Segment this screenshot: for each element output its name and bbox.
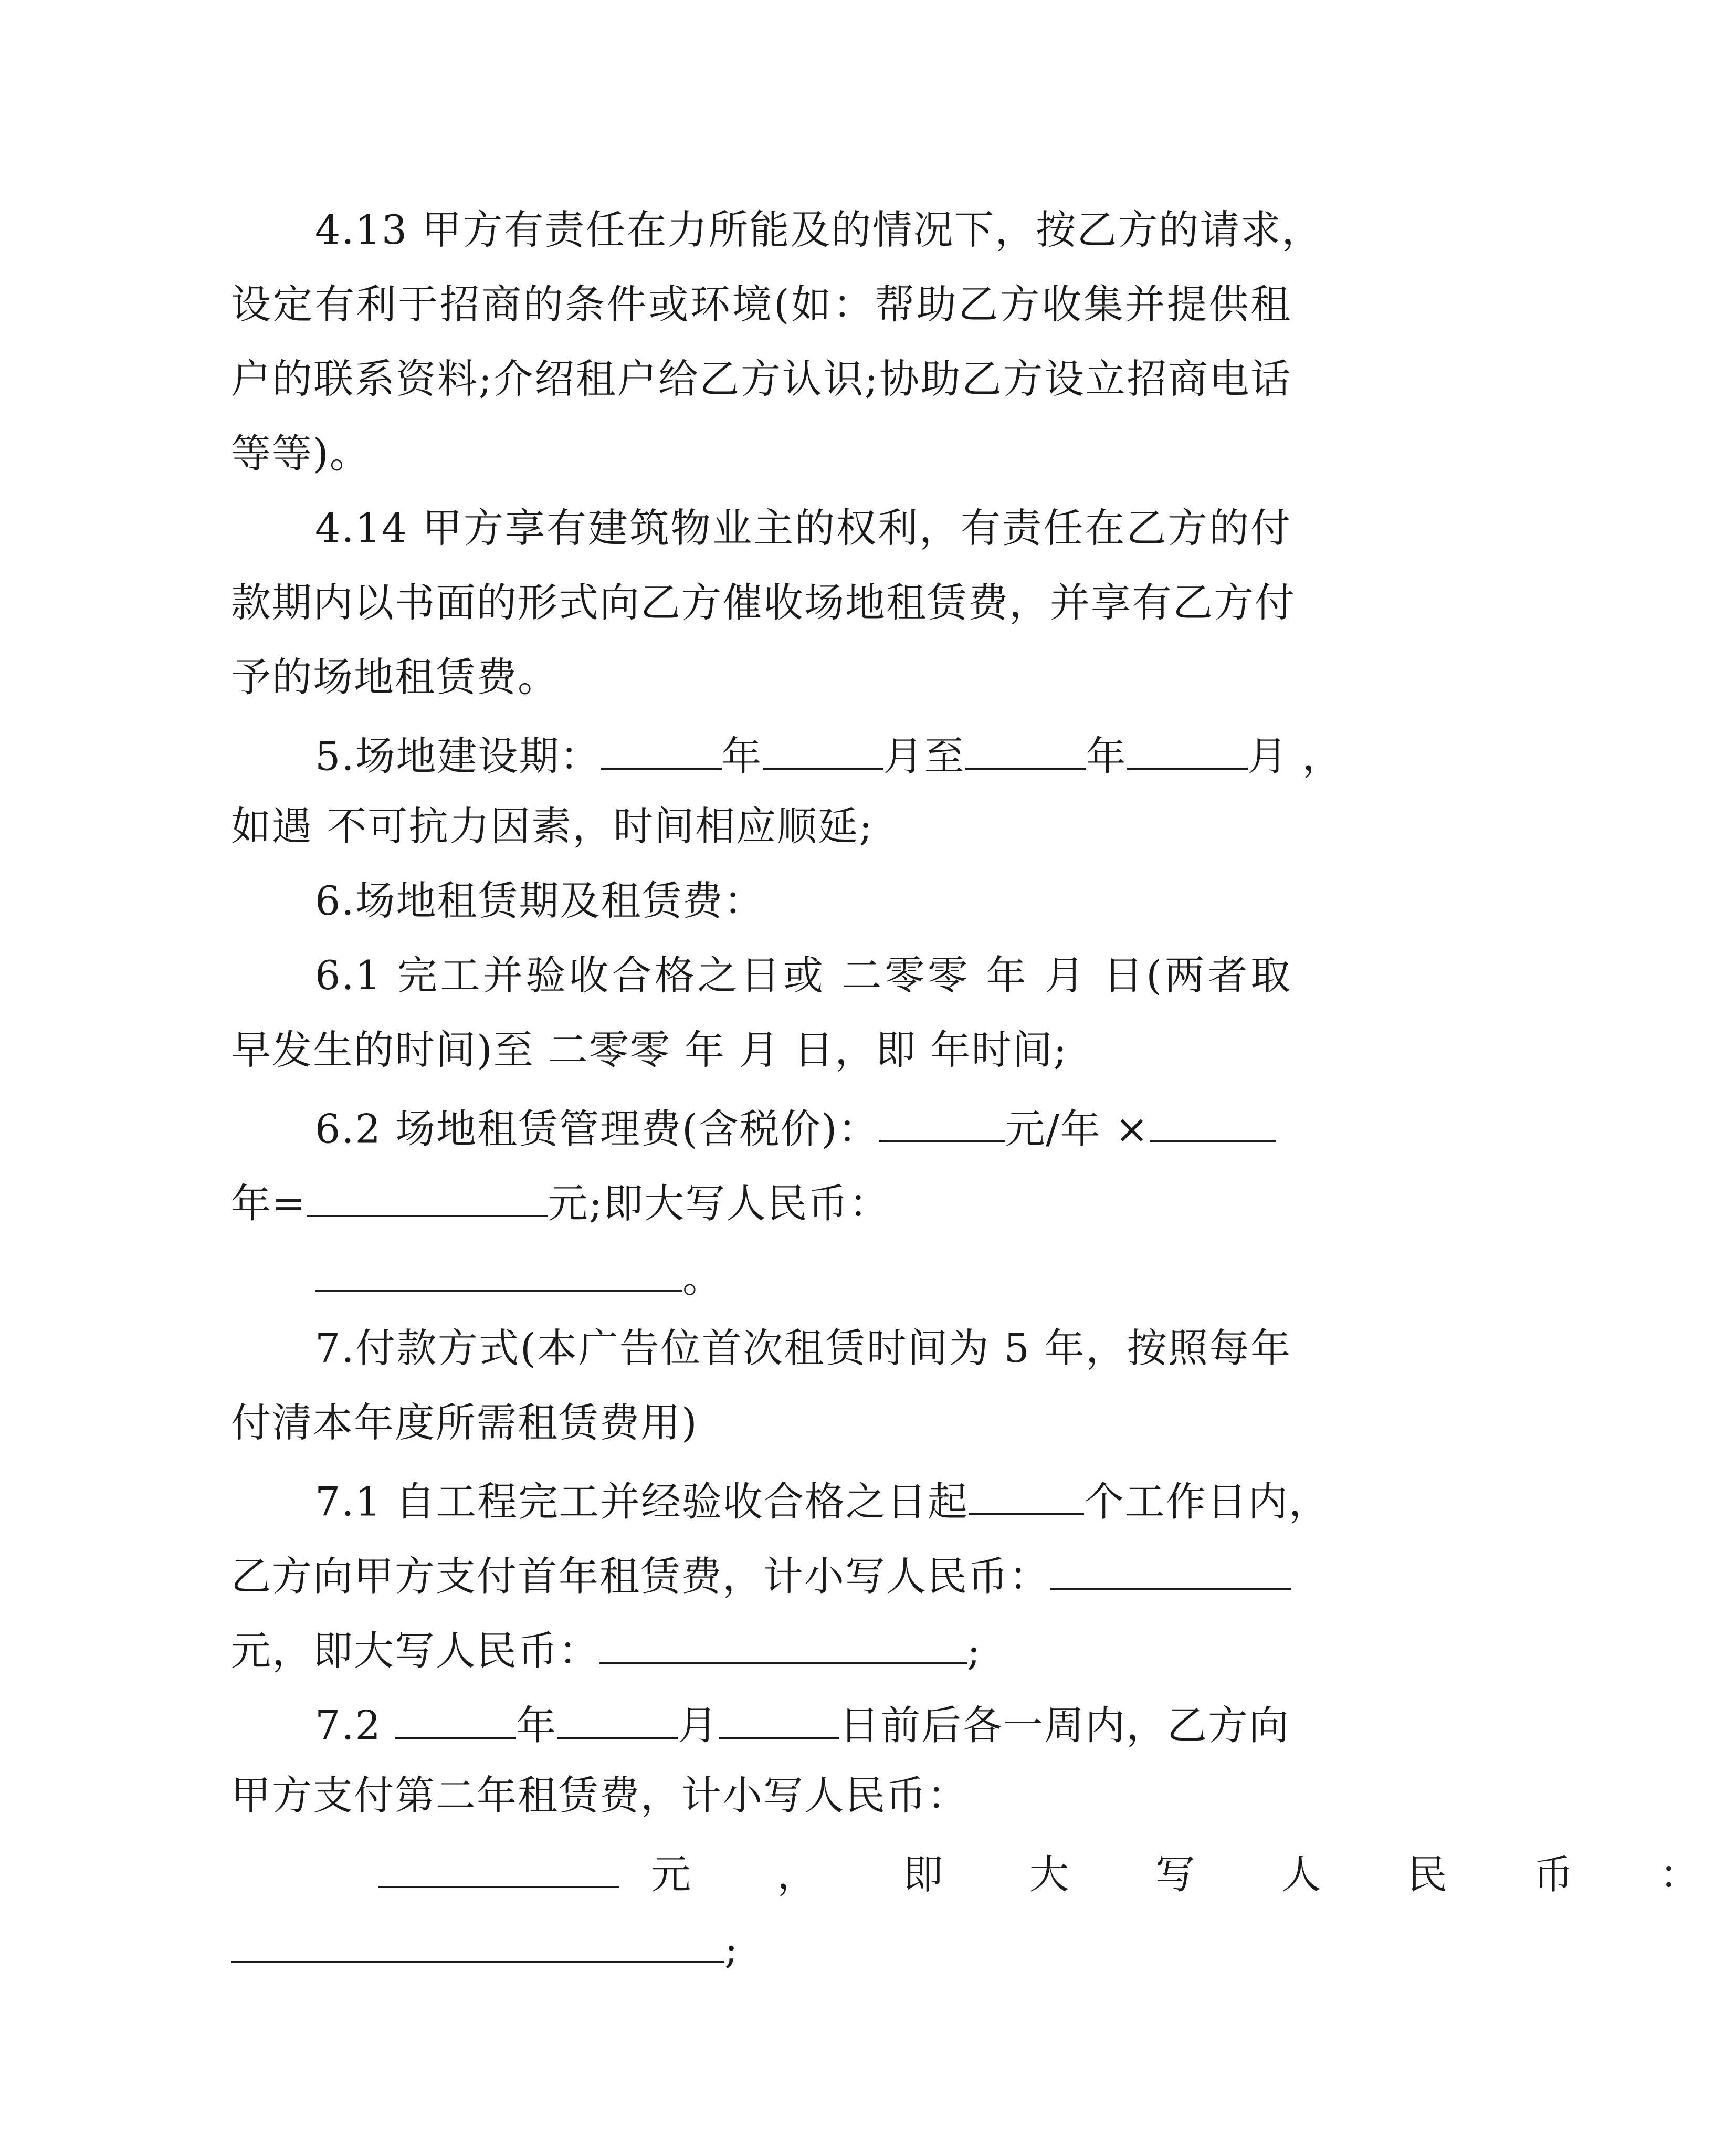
clause-6-1-line-2: 早发生的时间)至 二零零 年 月 日，即 年时间; (231, 1026, 1068, 1073)
period-text: 。 (682, 1254, 723, 1302)
clause-4-13-line-1: 4.13 甲方有责任在力所能及的情况下，按乙方的请求， (315, 206, 1323, 253)
clause-7-1-line-1 (315, 1477, 1330, 1525)
clause-5-line-1 (315, 732, 1343, 780)
clause-7-line-2: 付清本年度所需租赁费用) (231, 1399, 698, 1446)
first-year-fee-label: 乙方向甲方支付首年租赁费，计小写人民币： (231, 1553, 1050, 1600)
build-start-year-blank (601, 732, 722, 770)
clause-7-1-line-3 (231, 1627, 1291, 1674)
clause-6-2-label: 6.2 场地租赁管理费(含税价)： (315, 1105, 879, 1152)
capital-amount-blank (315, 1254, 682, 1292)
build-end-year-blank (965, 732, 1086, 770)
clause-6-2-line-2 (231, 1179, 1291, 1227)
month-text: 月 ， (1247, 732, 1343, 780)
capital-amount-label-7-1: 元，即大写人民币： (231, 1627, 599, 1674)
per-year-text: 元/年 × (1005, 1105, 1150, 1152)
clause-6-2-line-1 (315, 1105, 1291, 1152)
clause-4-13-line-2: 设定有利于招商的条件或环境(如：帮助乙方收集并提供租 (231, 281, 1291, 328)
clause-4-13-line-4: 等等)。 (231, 430, 371, 477)
second-year-capital-blank (231, 1925, 724, 1963)
clause-6-1-line-1: 6.1 完工并验收合格之日或 二零零 年 月 日(两者取 (315, 952, 1291, 999)
semicolon: ; (724, 1925, 739, 1973)
second-year-capital-label: 元 ， 即 大 写 人 民 币 ： (651, 1851, 1736, 1898)
build-start-month-blank (763, 732, 883, 770)
first-year-capital-blank (599, 1627, 967, 1664)
clause-7-2-label: 7.2 (315, 1702, 396, 1749)
clause-7-2-line-4 (231, 1925, 1291, 1973)
years-equals-text: 年= (231, 1180, 307, 1227)
clause-4-14-line-2: 款期内以书面的形式向乙方催收场地租赁费，并享有乙方付 (231, 579, 1296, 626)
clause-7-2-line-3 (378, 1850, 1736, 1898)
year-text: 年 (721, 732, 763, 780)
semicolon: ; (967, 1627, 982, 1674)
year-text: 年 (1086, 732, 1127, 780)
clause-7-2-line-2: 甲方支付第二年租赁费，计小写人民币： (231, 1772, 968, 1819)
years-blank (1150, 1105, 1276, 1142)
annual-fee-blank (879, 1105, 1005, 1142)
work-days-blank (969, 1477, 1084, 1515)
clause-4-14-line-1: 4.14 甲方享有建筑物业主的权利，有责任在乙方的付 (315, 505, 1291, 551)
clause-7-1-line-2 (231, 1552, 1291, 1600)
build-end-month-blank (1127, 732, 1248, 770)
capital-amount-label: 元;即大写人民币： (548, 1180, 890, 1227)
clause-7-2-line-1 (315, 1701, 1291, 1749)
clause-7-1-label: 7.1 自工程完工并经验收合格之日起 (315, 1478, 969, 1525)
clause-7-line-1: 7.付款方式(本广告位首次租赁时间为 5 年，按照每年 (315, 1325, 1291, 1371)
payment-window-text: 日前后各一周内，乙方向 (839, 1702, 1290, 1749)
second-year-month-blank (557, 1701, 678, 1739)
total-fee-blank (307, 1179, 548, 1217)
clause-5-label: 5.场地建设期： (315, 732, 601, 780)
month-text: 月 (678, 1702, 719, 1749)
second-year-year-blank (395, 1701, 516, 1739)
clause-5-line-2: 如遇 不可抗力因素，时间相应顺延; (231, 803, 874, 850)
year-text: 年 (516, 1702, 557, 1749)
clause-4-13-line-3: 户的联系资料;介绍租户给乙方认识;协助乙方设立招商电话 (231, 355, 1291, 402)
clause-4-14-line-3: 予的场地租赁费。 (231, 654, 559, 700)
first-year-amount-blank (1050, 1552, 1291, 1590)
clause-6-heading: 6.场地租赁期及租赁费： (315, 877, 765, 924)
clause-6-2-line-3 (315, 1254, 1291, 1302)
second-year-day-blank (719, 1701, 839, 1739)
second-year-amount-blank (378, 1850, 619, 1888)
work-days-text: 个工作日内， (1084, 1478, 1330, 1525)
month-to-text: 月至 (883, 732, 965, 780)
